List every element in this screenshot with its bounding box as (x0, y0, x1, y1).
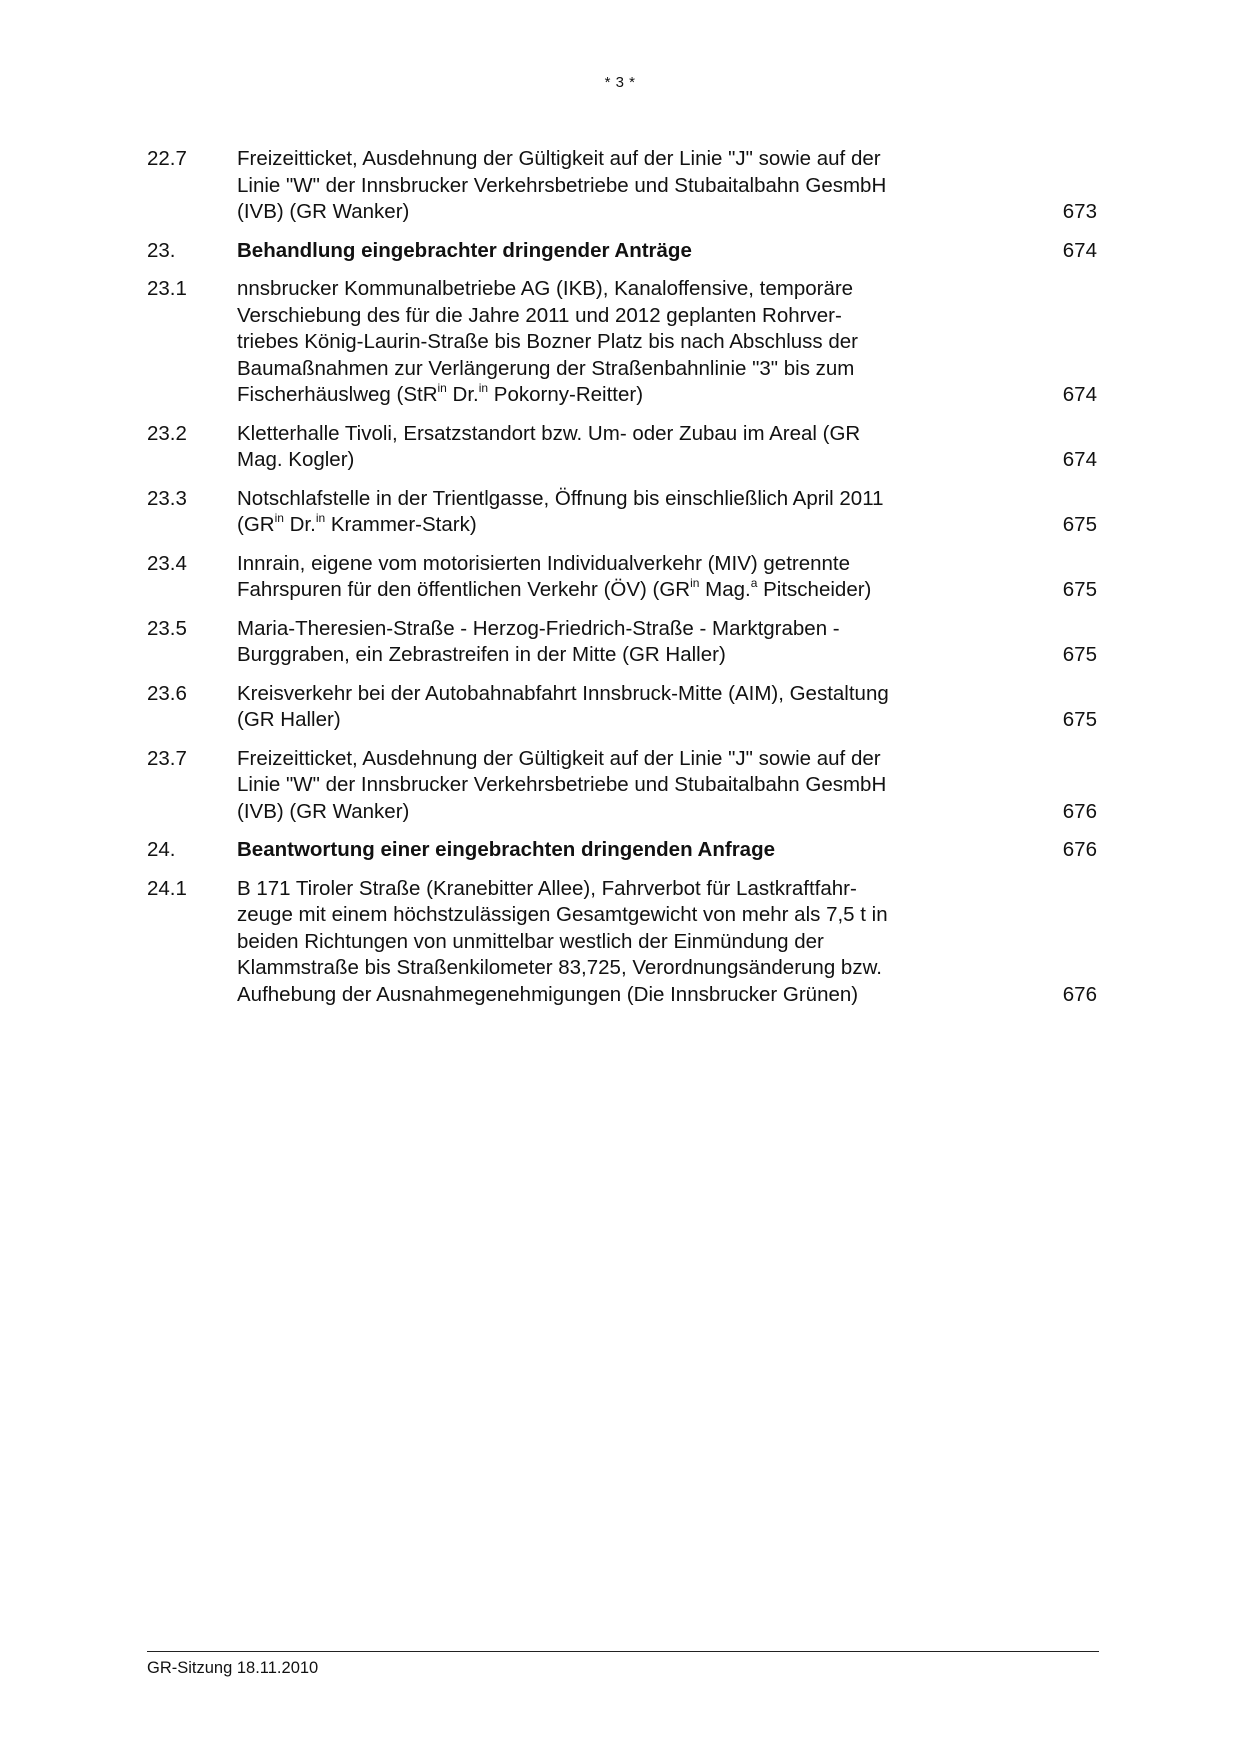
toc-entry-title-line (237, 876, 957, 903)
toc-entry-number: 23.4 (147, 551, 187, 575)
toc-entry-title-line (237, 681, 957, 708)
title-text-segment: Baumaßnahmen zur Verlängerung der Straßenbahnlinie "3" bis zum (237, 356, 855, 380)
title-text-segment: Pitscheider) (757, 578, 872, 601)
title-text-segment: Linie "W" der Innsbrucker Verkehrsbetriebe und Stubaitalbahn GesmbH (237, 773, 887, 796)
toc-entry-page-number: 675 (1062, 643, 1097, 666)
toc-entry-title (237, 146, 957, 226)
toc-entry (147, 746, 1097, 826)
toc-entry-title (237, 551, 957, 604)
title-text-segment: Behandlung eingebrachter dringender Anträge (237, 238, 692, 262)
title-text-segment: triebes König-Laurin-Straße bis Bozner Platz bis nach Abschluss der (237, 330, 859, 353)
toc-entry (147, 681, 1097, 734)
toc-entry-title-line (237, 577, 957, 604)
title-text-segment: Kreisverkehr bei der Autobahnabfahrt Innsbruck-Mitte (AIM), Gestaltung (237, 681, 889, 705)
toc-entry-title-line (237, 173, 957, 200)
toc-entry (147, 146, 1097, 226)
title-text-segment: (IVB) (GR Wanker) (237, 200, 410, 223)
title-text-segment: Klammstraße bis Straßenkilometer 83,725, Verordnungsänderung bzw. (237, 956, 882, 979)
title-text-segment: Verschiebung des für die Jahre 2011 und 2012 geplanten Rohrver- (237, 303, 842, 327)
title-text-segment: Krammer-Stark) (325, 513, 477, 536)
toc-entry-number: 23.5 (147, 616, 187, 640)
title-text-segment: Kletterhalle Tivoli, Ersatzstandort bzw. Um- oder Zubau im Areal (GR (237, 421, 861, 445)
toc-entry-number: 22.7 (147, 147, 187, 170)
title-text-segment: Pokorny-Reitter) (488, 383, 644, 406)
toc-entry-page-number: 674 (1062, 238, 1097, 262)
toc-entry-title-line (237, 486, 957, 513)
toc-entry-page-number: 676 (1062, 838, 1097, 861)
toc-entry-number: 23. (147, 238, 176, 262)
toc-entry-title-line (237, 551, 957, 578)
toc-entry-title-line (237, 512, 957, 539)
toc-entry-page-number: 676 (1062, 982, 1097, 1006)
toc-entry-title-line (237, 329, 957, 356)
toc-entry-title-line (237, 199, 957, 226)
title-text-segment: Dr. (283, 513, 316, 536)
title-text-segment: Mag. (699, 578, 751, 601)
toc-entry-title-line (237, 146, 957, 173)
toc-entry-title-line (237, 276, 957, 303)
toc-entry-title-line (237, 642, 957, 669)
toc-entry-title (237, 486, 957, 539)
toc-entry-title-line (237, 421, 957, 448)
toc-entry-page-number: 674 (1062, 383, 1097, 406)
title-text-segment: zeuge mit einem höchstzulässigen Gesamtgewicht von mehr als 7,5 t in (237, 903, 888, 926)
toc-entry-number: 23.7 (147, 746, 187, 770)
title-text-segment: Burggraben, ein Zebrastreifen in der Mitte (GR Haller) (237, 643, 726, 666)
toc-entry-title-line (237, 707, 957, 734)
toc-entry-title-line (237, 929, 957, 956)
toc-entry (147, 421, 1097, 474)
toc-entry-page-number: 675 (1062, 513, 1097, 536)
toc-entry-title-line (237, 303, 957, 330)
toc-entry-number: 23.6 (147, 681, 187, 705)
toc-entry-title (237, 421, 957, 474)
toc-entry-title-line (237, 382, 957, 409)
footer-session-date: GR-Sitzung 18.11.2010 (147, 1659, 319, 1677)
footer-rule (147, 1651, 1099, 1652)
toc-entry-title-line (237, 837, 957, 864)
toc-entry-page-number: 674 (1062, 448, 1097, 471)
toc-entry-page-number: 673 (1062, 200, 1097, 223)
toc-entry-title (237, 876, 957, 1009)
title-text-segment: (GR (237, 513, 275, 536)
toc-entry-title-line (237, 447, 957, 474)
toc-entry-title-line (237, 982, 957, 1009)
title-text-segment: Notschlafstelle in der Trientlgasse, Öffnung bis einschließlich April 2011 (237, 486, 884, 510)
page-number: * 3 * (604, 74, 636, 91)
toc-entry-title-line (237, 955, 957, 982)
title-text-segment: nnsbrucker Kommunalbetriebe AG (IKB), Kanaloffensive, temporäre (237, 277, 854, 300)
toc-section-heading (147, 837, 1097, 864)
title-text-segment: Maria-Theresien-Straße - Herzog-Friedrich-Straße - Marktgraben - (237, 616, 840, 640)
toc-entry (147, 876, 1097, 1009)
toc-entry-number: 23.1 (147, 277, 187, 300)
toc-entry-number: 23.2 (147, 421, 187, 445)
title-superscript: in (315, 511, 326, 525)
toc-entry-title (237, 276, 957, 409)
toc-entry (147, 616, 1097, 669)
toc-entry-title-line (237, 902, 957, 929)
title-text-segment: (GR Haller) (237, 708, 341, 731)
toc-entry (147, 276, 1097, 409)
title-text-segment: Mag. Kogler) (237, 448, 355, 471)
toc-entry-title (237, 681, 957, 734)
toc-entry-number: 24. (147, 838, 176, 861)
toc-entry (147, 486, 1097, 539)
toc-entry-title-line (237, 238, 957, 265)
toc-entry-page-number: 676 (1062, 799, 1097, 823)
title-text-segment: Aufhebung der Ausnahmegenehmigungen (Die Innsbrucker Grünen) (237, 982, 859, 1006)
toc-entry-title-line (237, 616, 957, 643)
table-of-contents (147, 146, 1097, 1020)
toc-entry-number: 23.3 (147, 486, 187, 510)
toc-entry-title-line (237, 772, 957, 799)
title-text-segment: Fischerhäuslweg (StR (237, 383, 438, 406)
title-text-segment: (IVB) (GR Wanker) (237, 799, 410, 823)
title-superscript: in (478, 381, 489, 395)
toc-entry-title (237, 238, 957, 265)
title-text-segment: Linie "W" der Innsbrucker Verkehrsbetriebe und Stubaitalbahn GesmbH (237, 173, 887, 197)
toc-entry-page-number: 675 (1062, 578, 1097, 601)
toc-entry-page-number: 675 (1062, 708, 1097, 731)
toc-entry-title (237, 746, 957, 826)
title-text-segment: Freizeitticket, Ausdehnung der Gültigkeit auf der Linie "J" sowie auf der (237, 147, 881, 170)
toc-entry-title (237, 837, 957, 864)
title-text-segment: Fahrspuren für den öffentlichen Verkehr (ÖV) (GR (237, 578, 691, 601)
toc-entry (147, 551, 1097, 604)
title-superscript: in (274, 511, 284, 525)
title-superscript: in (690, 576, 700, 590)
title-text-segment: Beantwortung einer eingebrachten dringenden Anfrage (237, 838, 775, 861)
title-text-segment: beiden Richtungen von unmittelbar westlich der Einmündung der (237, 929, 824, 953)
toc-entry-number: 24.1 (147, 876, 187, 900)
toc-entry-title-line (237, 356, 957, 383)
toc-entry-title-line (237, 799, 957, 826)
title-superscript: in (437, 381, 447, 395)
toc-entry-title-line (237, 746, 957, 773)
toc-section-heading (147, 238, 1097, 265)
toc-entry-title (237, 616, 957, 669)
title-text-segment: Innrain, eigene vom motorisierten Individualverkehr (MIV) getrennte (237, 551, 851, 575)
title-text-segment: B 171 Tiroler Straße (Kranebitter Allee), Fahrverbot für Lastkraftfahr- (237, 876, 857, 900)
title-text-segment: Dr. (446, 383, 479, 406)
title-superscript: a (750, 576, 758, 590)
title-text-segment: Freizeitticket, Ausdehnung der Gültigkeit auf der Linie "J" sowie auf der (237, 746, 881, 770)
